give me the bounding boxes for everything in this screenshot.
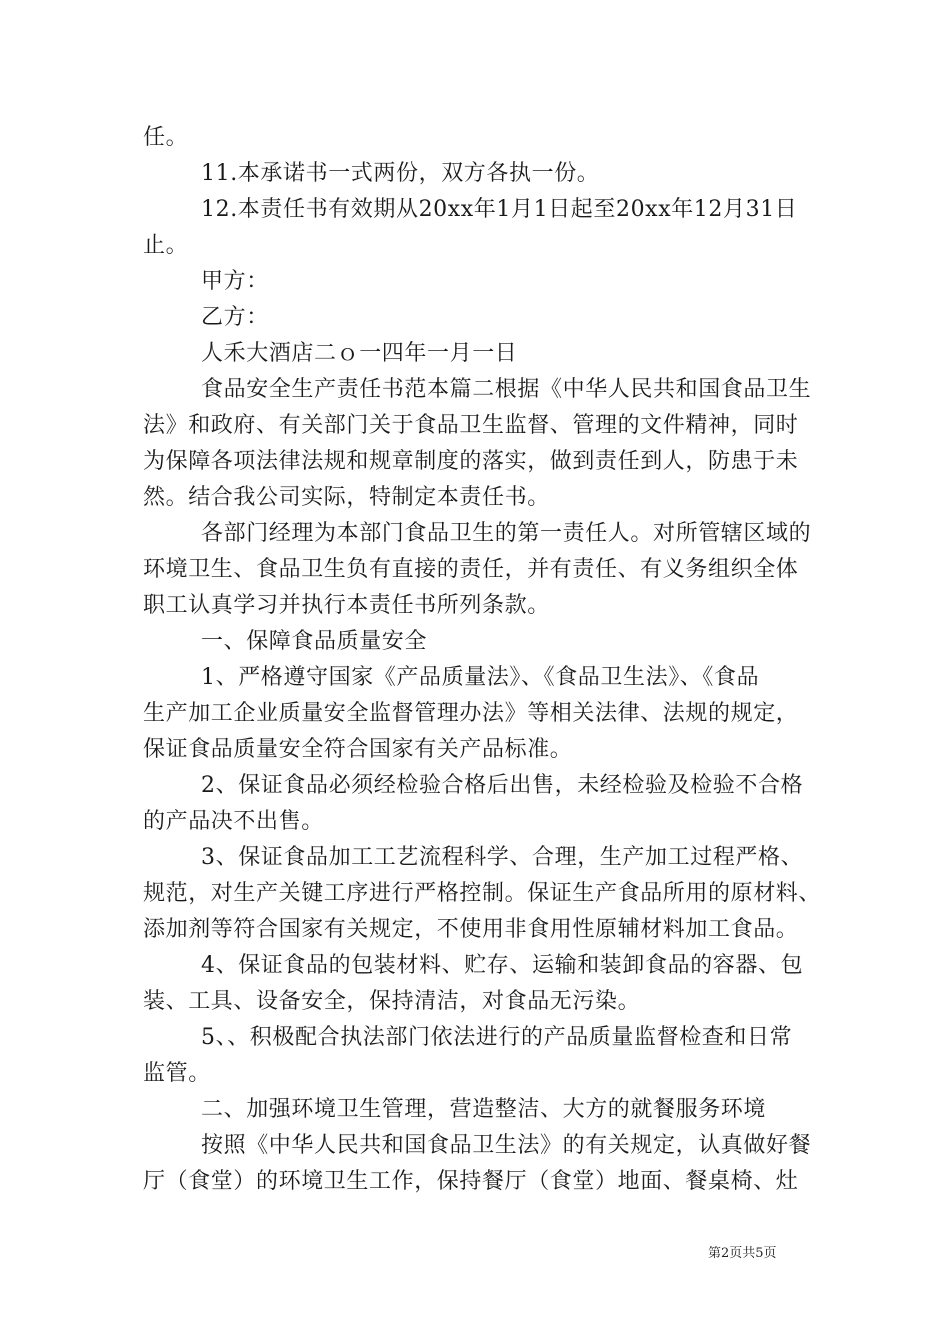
text-line: 食品安全生产责任书范本篇二根据《中华人民共和国食品卫生 — [201, 377, 812, 402]
text-line: 12.本责任书有效期从20xx年1月1日起至20xx年12月31日 — [201, 197, 798, 222]
text-line: 环境卫生、食品卫生负有直接的责任，并有责任、有义务组织全体 — [143, 557, 799, 582]
text-line: 二、加强环境卫生管理，营造整洁、大方的就餐服务环境 — [201, 1097, 767, 1122]
text-line: 甲方： — [201, 269, 269, 294]
text-line: 2、保证食品必须经检验合格后出售，未经检验及检验不合格 — [201, 773, 804, 798]
text-line: 职工认真学习并执行本责任书所列条款。 — [143, 593, 550, 618]
text-line: 装、工具、设备安全，保持清洁，对食品无污染。 — [143, 989, 641, 1014]
text-line: 为保障各项法律法规和规章制度的落实，做到责任到人，防患于未 — [143, 449, 799, 474]
text-line: 任。 — [143, 125, 189, 150]
text-line: 止。 — [143, 233, 189, 258]
text-line: 按照《中华人民共和国食品卫生法》的有关规定，认真做好餐 — [201, 1133, 812, 1158]
text-line: 规范，对生产关键工序进行严格控制。保证生产食品所用的原材料、 — [143, 881, 822, 906]
text-line: 1、严格遵守国家《产品质量法》、《食品卫生法》、《食品 — [201, 665, 760, 690]
text-line: 一、保障食品质量安全 — [201, 629, 428, 654]
text-line: 生产加工企业质量安全监督管理办法》等相关法律、法规的规定， — [143, 701, 799, 726]
text-line: 各部门经理为本部门食品卫生的第一责任人。对所管辖区域的 — [201, 521, 812, 546]
text-line: 添加剂等符合国家有关规定，不使用非食用性原辅材料加工食品。 — [143, 917, 799, 942]
text-line: 保证食品质量安全符合国家有关产品标准。 — [143, 737, 573, 762]
text-line: 厅（食堂）的环境卫生工作，保持餐厅（食堂）地面、餐桌椅、灶 — [143, 1169, 799, 1194]
text-line: 监管。 — [143, 1061, 211, 1086]
text-line: 5、、积极配合执法部门依法进行的产品质量监督检查和日常 — [201, 1025, 793, 1050]
text-line: 人禾大酒店二ｏ一四年一月一日 — [201, 341, 518, 366]
text-line: 11.本承诺书一式两份，双方各执一份。 — [201, 161, 600, 186]
text-line: 4、保证食品的包装材料、贮存、运输和装卸食品的容器、包 — [201, 953, 804, 978]
text-line: 的产品决不出售。 — [143, 809, 324, 834]
text-line: 法》和政府、有关部门关于食品卫生监督、管理的文件精神，同时 — [143, 413, 799, 438]
text-line: 乙方： — [201, 305, 269, 330]
text-line: 3、保证食品加工工艺流程科学、合理，生产加工过程严格、 — [201, 845, 804, 870]
page-number-footer: 第2页共5页 — [708, 1246, 777, 1261]
document-body — [143, 120, 822, 1200]
text-line: 然。结合我公司实际，特制定本责任书。 — [143, 485, 550, 510]
